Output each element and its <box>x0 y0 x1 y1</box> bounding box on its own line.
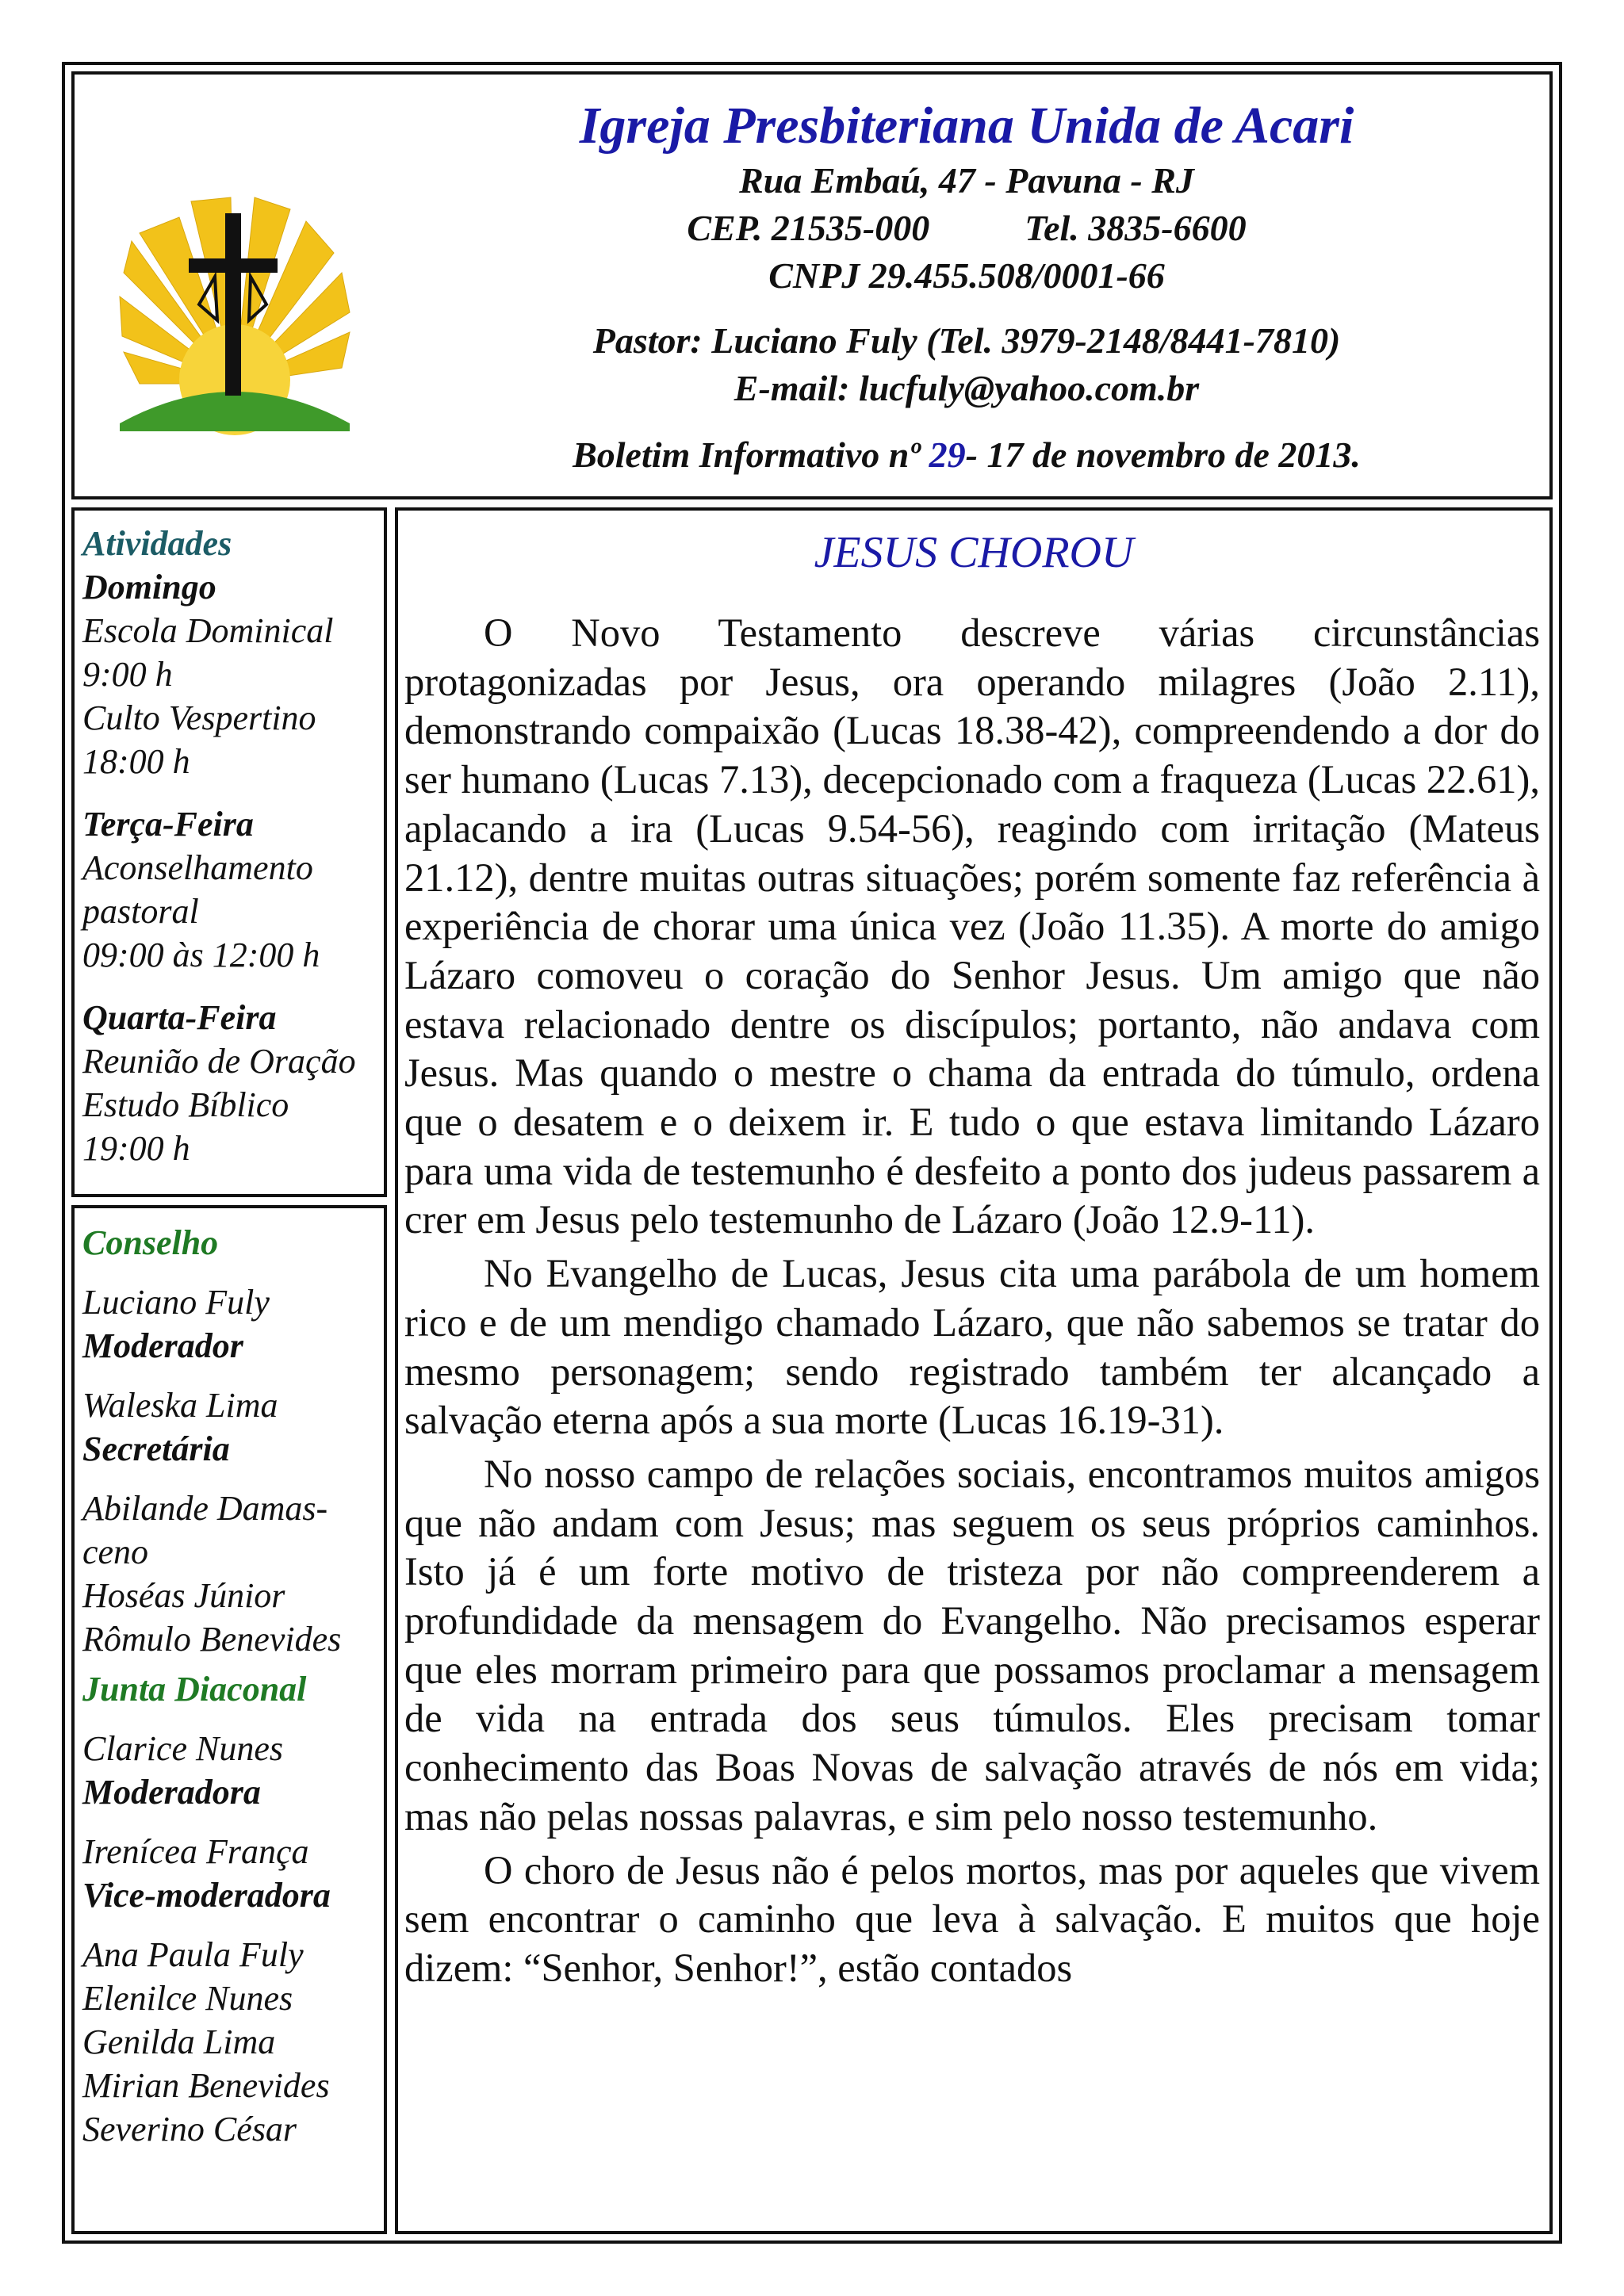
boletim-prefix: Boletim Informativo nº <box>573 434 929 475</box>
tuesday-item: Aconselhamento <box>82 848 313 887</box>
tuesday-item: pastoral <box>82 892 199 931</box>
tuesday-time: 09:00 às 12:00 h <box>82 936 320 974</box>
deacon-member: Genilda Lima <box>82 2022 276 2061</box>
cep-tel-line <box>408 205 1526 252</box>
church-cep: CEP. 21535-000 <box>687 208 930 248</box>
wednesday-label: Quarta-Feira <box>82 998 277 1037</box>
article-paragraph: O choro de Jesus não é pelos mortos, mas por aqueles que vivem sem encontrar o caminho que leva à salvação. E muitos que hoje dizem: “Senhor, Senhor!”, estão contados <box>404 1847 1540 1990</box>
council-member: ceno <box>82 1533 149 1571</box>
activities-box <box>71 507 387 1197</box>
council-box <box>71 1205 387 2234</box>
boletim-date: - 17 de novembro de 2013. <box>965 434 1361 475</box>
email-line: E-mail: lucfuly@yahoo.com.br <box>733 368 1200 408</box>
church-cnpj: CNPJ 29.455.508/0001-66 <box>768 255 1165 296</box>
church-address: Rua Embaú, 47 - Pavuna - RJ <box>739 160 1194 201</box>
deacons-heading: Junta Diaconal <box>82 1670 307 1709</box>
wednesday-time: 19:00 h <box>82 1129 190 1168</box>
council-member: Abilande Damas- <box>82 1489 328 1528</box>
pastor-line: Pastor: Luciano Fuly (Tel. 3979-2148/8441-7810) <box>592 320 1341 361</box>
deacon-role: Vice-moderadora <box>82 1876 331 1915</box>
council-role: Moderador <box>82 1326 243 1365</box>
council-member: Waleska Lima <box>82 1386 278 1425</box>
sunday-time: 18:00 h <box>82 742 190 781</box>
deacon-member: Clarice Nunes <box>82 1729 283 1768</box>
article-paragraph: No nosso campo de relações sociais, encontramos muitos amigos que não andam com Jesus; mas seguem os seus próprios caminhos. Isto já é um forte motivo de tristeza por não compreenderem a profundidade da mensagem do Evangelho. Não precisamos esperar que eles morram primeiro para que possamos proclamar a mensagem de vida na entrada dos seus túmulos. Eles precisam tomar conhecimento das Boas Novas de salvação através de nós em vida; mas não pelas nossas palavras, e sim pelo nosso testemunho. <box>404 1451 1540 1839</box>
boletim-line <box>408 431 1526 479</box>
church-name: Igreja Presbiteriana Unida de Acari <box>579 97 1354 155</box>
wednesday-item: Reunião de Oração <box>82 1042 356 1081</box>
deacon-member: Mirian Benevides <box>82 2066 330 2105</box>
sunday-item: Culto Vespertino <box>82 698 316 737</box>
council-member: Rômulo Benevides <box>82 1620 342 1659</box>
council-member: Hoséas Júnior <box>82 1576 285 1615</box>
deacon-member: Elenilce Nunes <box>82 1979 293 2018</box>
article-title: JESUS CHOROU <box>814 528 1134 577</box>
article-paragraph: O Novo Testamento descreve várias circunstâncias protagonizadas por Jesus, ora operando milagres (João 2.11), demonstrando compaixão (Lucas 18.38-42), compreendendo a dor do ser humano (Lucas 7.13), decepcionado com a fraqueza (Lucas 22.61), aplacando a ira (Lucas 9.54-56), reagindo com irritação (Mateus 21.12), dentre muitas outras situações; porém somente faz referência à experiência de chorar uma única vez (João 11.35). A morte do amigo Lázaro comoveu o coração do Senhor Jesus. Um amigo que não estava relacionado dentre os discípulos; portanto, não andava com Jesus. Mas quando o mestre o chama da entrada do túmulo, ordena que o desatem e o deixem ir. E tudo o que estava limitando Lázaro para uma vida de testemunho é desfeito a ponto dos judeus passarem a crer em Jesus pelo testemunho de Lázaro (João 12.9-11). <box>404 610 1540 1242</box>
sunday-label: Domingo <box>82 568 216 607</box>
church-tel: Tel. 3835-6600 <box>1025 208 1247 248</box>
activities-heading: Atividades <box>82 524 232 563</box>
church-logo-icon <box>116 186 354 447</box>
council-member: Luciano Fuly <box>82 1283 270 1322</box>
article-paragraph: No Evangelho de Lucas, Jesus cita uma parábola de um homem rico e de um mendigo chamado Lázaro, que não sabemos se tratar do mesmo personagem; sendo registrado também ter alcançado a salvação eterna após a sua morte (Lucas 16.19-31). <box>404 1251 1540 1443</box>
council-role: Secretária <box>82 1429 230 1468</box>
tuesday-label: Terça-Feira <box>82 805 254 844</box>
deacon-role: Moderadora <box>82 1773 261 1812</box>
deacon-member: Irenícea França <box>82 1832 309 1871</box>
sunday-time: 9:00 h <box>82 655 173 694</box>
article-body <box>404 609 1540 1993</box>
council-heading: Conselho <box>82 1223 219 1262</box>
deacon-member: Severino César <box>82 2110 297 2149</box>
deacon-member: Ana Paula Fuly <box>82 1935 304 1974</box>
article-box <box>395 507 1553 2234</box>
sunday-item: Escola Dominical <box>82 611 334 650</box>
wednesday-item: Estudo Bíblico <box>82 1085 289 1124</box>
header-text <box>408 75 1526 496</box>
boletim-number: 29 <box>929 434 966 475</box>
header-box <box>71 71 1553 499</box>
